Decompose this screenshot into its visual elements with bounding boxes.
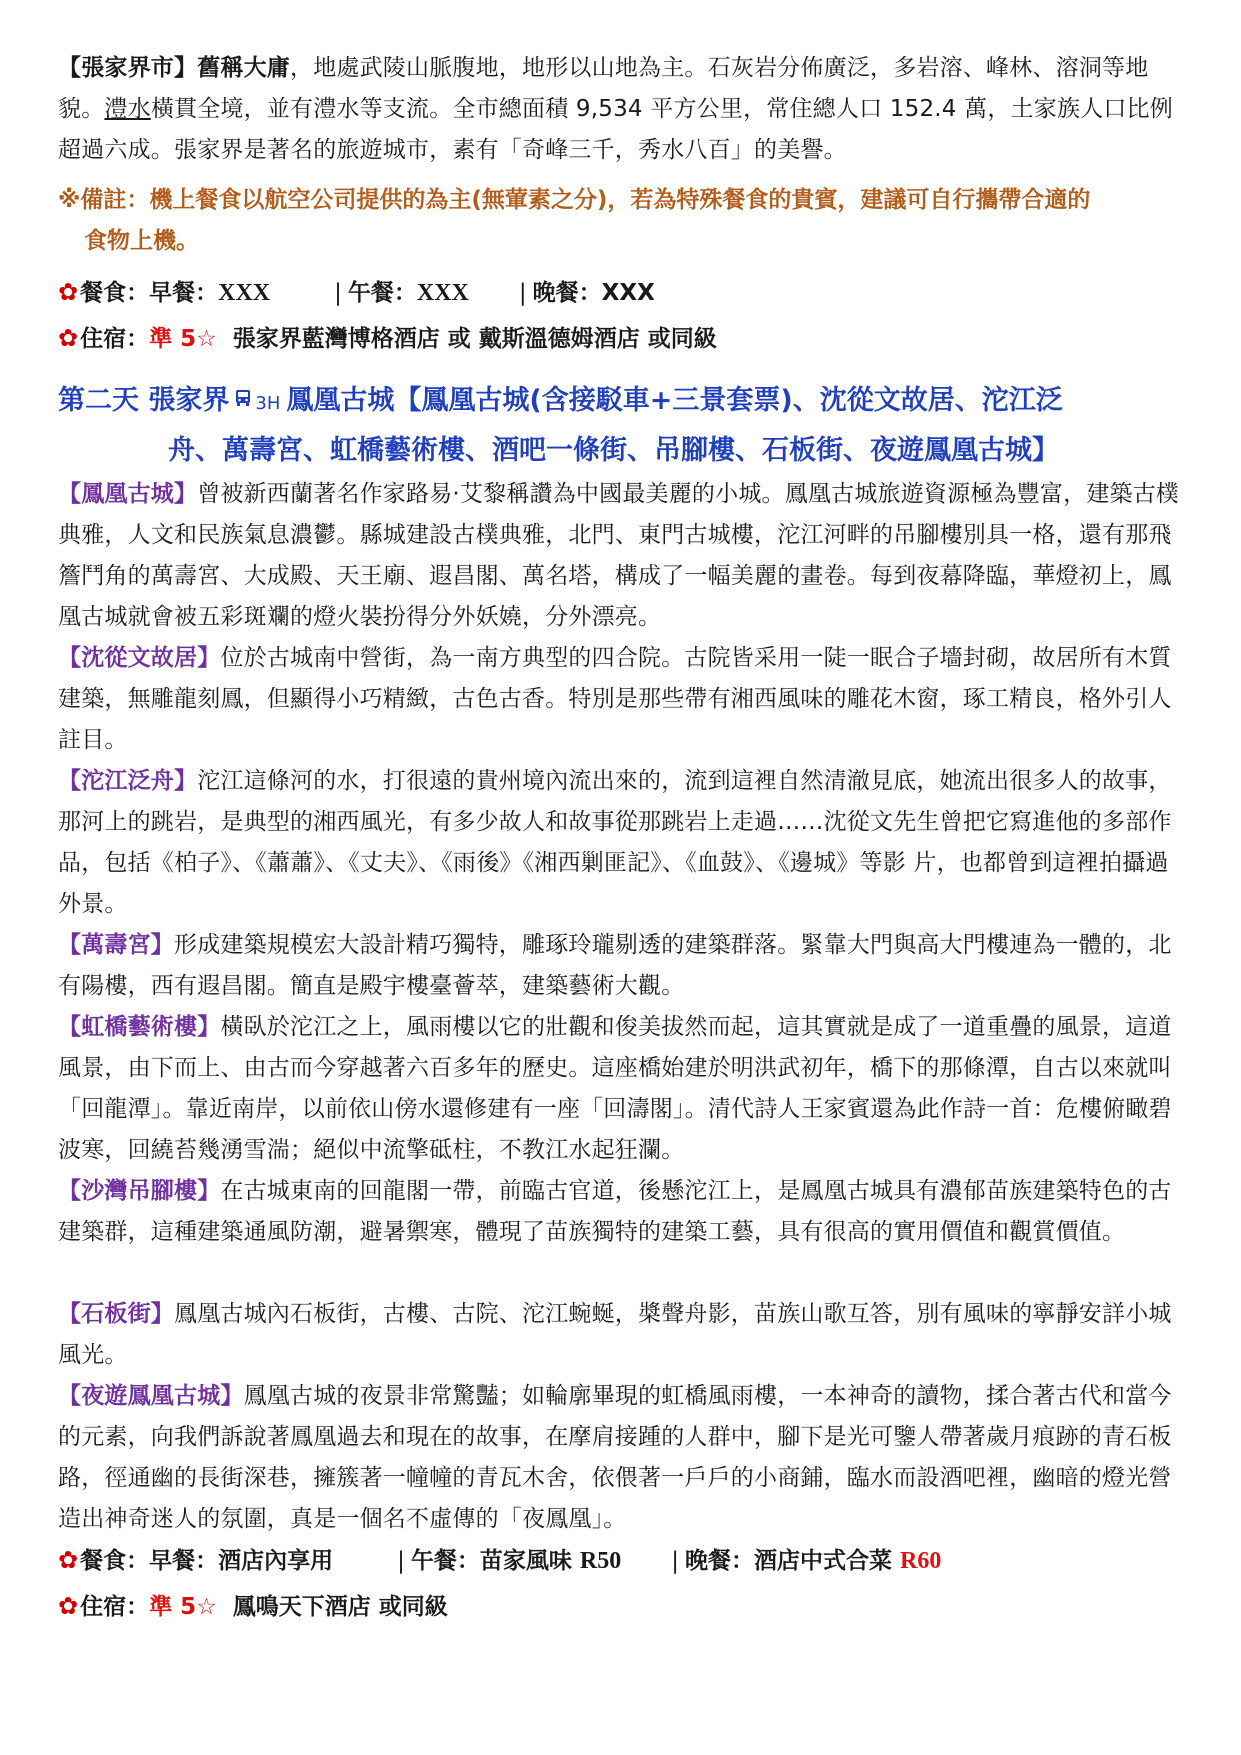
intro-paragraph	[58, 48, 1186, 171]
note-block	[58, 180, 1186, 262]
intro-river: 澧水	[104, 96, 151, 122]
intro-block	[58, 48, 1186, 171]
divider: |	[334, 280, 342, 306]
day2-dinner-price: R60	[899, 1548, 942, 1574]
flower-icon: ✿	[58, 1546, 79, 1574]
section-shawan: 【沙灣吊腳樓】在古城東南的回龍閣一帶，前臨古官道，後懸沱江上，是鳳凰古城具有濃郁苗族建築特色的古建築群，這種建築通風防潮，避暑禦寒，體現了苗族獨特的建築工藝，具有很高的實用價值和觀賞價值。	[58, 1178, 1172, 1245]
section-tuojiang: 【沱江泛舟】沱江這條河的水，打很遠的貴州境內流出來的，流到這裡自然清澈見底，她流出很多人的故事，那河上的跳岩，是典型的湘西風光，有多少故人和故事從那跳岩上走過……沈從文先生曾把它寫進他的多部作品，包括《柏子》、《蕭蕭》、《丈夫》、《雨後》《湘西剿匪記》、《血鼓》、《邊城》等影 片，也都曾到這裡拍攝過外景。	[58, 768, 1172, 917]
intro-title: 【張家界市】	[58, 55, 198, 81]
divider: |	[518, 280, 527, 306]
day1-hotel: 張家界藍灣博格酒店 或 戴斯溫德姆酒店 或同級	[232, 326, 717, 352]
bus-icon	[233, 376, 253, 423]
section-shen-congwen: 【沈從文故居】位於古城南中營街，為一南方典型的四合院。古院皆采用一陡一眠合子墻封砌，故居所有木質建築，無雕龍刻鳳，但顯得小巧精緻，古色古香。特別是那些帶有湘西風味的雕花木窗，琢工精良，格外引人註目。	[58, 645, 1172, 753]
note-line2: 食物上機。	[84, 228, 199, 254]
section-wanshou: 【萬壽宮】形成建築規模宏大設計精巧獨特，雕琢玲瓏剔透的建築群落。緊靠大門與高大門樓連為一體的，北有陽樓，西有遐昌閣。簡直是殿宇樓臺薈萃，建築藝術大觀。	[58, 932, 1172, 999]
day2-lunch-price: R50	[579, 1548, 622, 1574]
day1-grade: 準 5☆	[149, 326, 217, 352]
meal-note	[58, 180, 1186, 262]
travel-duration: 3H	[255, 393, 281, 414]
day1-breakfast: XXX	[218, 280, 271, 306]
intro-text-b: 橫貫全境，並有澧水等支流。全市總面積 9,534 平方公里，常住總人口 152.4 萬，土家族人口比例超過六成。張家界是著名的旅遊城市，素有「奇峰三千，秀水八百」的美譽。	[58, 96, 1173, 163]
day2-stay: ✿住宿：準 5☆ 鳳鳴天下酒店 或同級	[58, 1592, 448, 1620]
day2-lunch: 苗家風味	[479, 1548, 572, 1574]
intro-lead: 舊稱	[197, 55, 244, 81]
divider: |	[397, 1548, 405, 1574]
day1-dinner: XXX	[601, 280, 655, 306]
day2-sections	[58, 474, 1186, 638]
day2-meals: ✿餐食：早餐：酒店內享用 | 午餐：苗家風味 R50 | 晚餐：酒店中式合菜 R60	[58, 1546, 942, 1574]
day2-dinner: 酒店中式合菜	[753, 1548, 892, 1574]
section-night-tour: 【夜遊鳳凰古城】鳳凰古城的夜景非常驚豔；如輪廓畢現的虹橋風雨樓，一本神奇的讀物，揉合著古代和當今的元素，向我們訴說著鳳凰過去和現在的故事，在摩肩接踵的人群中，腳下是光可鑒人帶著歲月痕跡的青石板路，徑通幽的長街深巷，擁簇著一幢幢的青瓦木舍，依偎著一戶戶的小商鋪，臨水而設酒吧裡，幽暗的燈光營造出神奇迷人的氛圍，真是一個名不虛傳的「夜鳳凰」。	[58, 1383, 1172, 1532]
intro-old-name: 大庸	[243, 55, 291, 81]
day2-title-block	[58, 376, 1186, 474]
intro-text-a: ，地處武陵山脈腹地，地形以山地為主。石灰岩分佈廣泛，多岩溶、峰林、溶洞等地貌。	[58, 55, 1149, 122]
day1-meals: ✿餐食：早餐：XXX | 午餐：XXX | 晚餐：XXX	[58, 278, 655, 306]
note-line1: ※備註：機上餐食以航空公司提供的為主(無葷素之分)，若為特殊餐食的貴賓，建議可自行攜帶合適的	[58, 187, 1091, 213]
section-hongqiao: 【虹橋藝術樓】橫臥於沱江之上，風雨樓以它的壯觀和俊美拔然而起，這其實就是成了一道重疊的風景，這道風景，由下而上、由古而今穿越著六百多年的歷史。這座橋始建於明洪武初年，橋下的那條潭，自古以來就叫「回龍潭」。靠近南岸，以前依山傍水還修建有一座「回濤閣」。清代詩人王家賓還為此作詩一首：危樓俯瞰碧波寒，回繞苔幾湧雪湍；絕似中流擎砥柱，不教江水起狂瀾。	[58, 1014, 1172, 1163]
day1-lunch: XXX	[416, 280, 469, 306]
day2-breakfast: 酒店內享用	[218, 1548, 334, 1574]
flower-icon: ✿	[58, 324, 79, 352]
day2-hotel: 鳳鳴天下酒店 或同級	[232, 1594, 448, 1620]
day1-stay: ✿住宿：準 5☆ 張家界藍灣博格酒店 或 戴斯溫德姆酒店 或同級	[58, 324, 717, 352]
day2-title: 第二天 張家界 3H 鳳凰古城【鳳凰古城(含接駁車+三景套票)、沈從文故居、沱江泛 舟、萬壽宮、虹橋藝術樓、酒吧一條街、吊腳樓、石板街、夜遊鳳凰古城】	[58, 376, 1186, 474]
section-shiban: 【石板街】鳳凰古城內石板街，古樓、古院、沱江蜿蜒，槳聲舟影，苗族山歌互答，別有風味的寧靜安詳小城風光。	[58, 1301, 1172, 1368]
section-fenghuang: 【鳳凰古城】曾被新西蘭著名作家路易·艾黎稱讚為中國最美麗的小城。鳳凰古城旅遊資源極為豐富，建築古樸典雅，人文和民族氣息濃鬱。縣城建設古樸典雅，北門、東門古城樓，沱江河畔的吊腳樓別具一格，還有那飛簷鬥角的萬壽宮、大成殿、天王廟、遐昌閣、萬名塔，構成了一幅美麗的畫卷。每到夜幕降臨，華燈初上，鳳凰古城就會被五彩斑斕的燈火裝扮得分外妖嬈，分外漂亮。	[58, 481, 1180, 630]
flower-icon: ✿	[58, 278, 79, 306]
divider: |	[671, 1548, 679, 1574]
day2-grade: 準 5☆	[149, 1594, 217, 1620]
flower-icon: ✿	[58, 1592, 79, 1620]
